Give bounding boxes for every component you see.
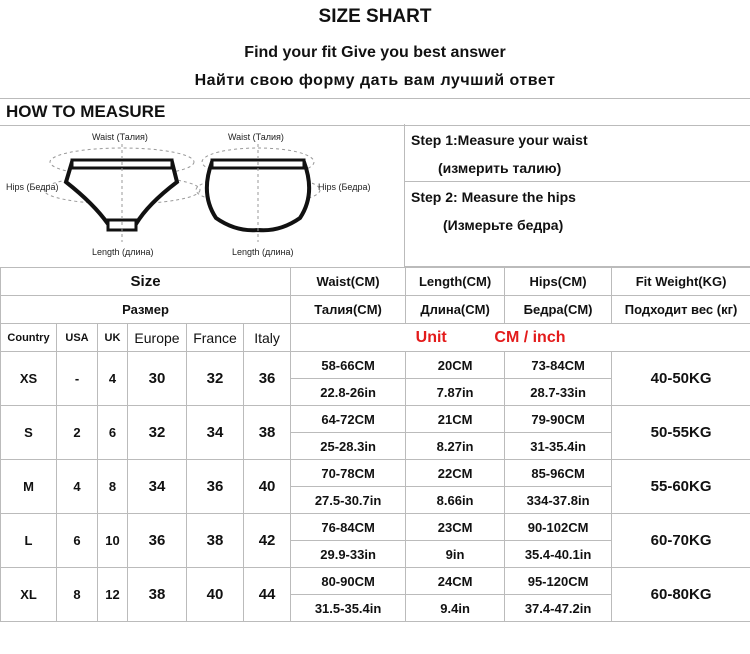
uk-size: 10	[98, 514, 128, 568]
unit-cell	[291, 324, 750, 352]
hips-in: 31-35.4in	[505, 433, 612, 460]
length-cm: 23CM	[406, 514, 505, 541]
italy-size: 42	[244, 514, 291, 568]
europe-size: 32	[128, 406, 187, 460]
step-2: Step 2: Measure the hips	[411, 189, 576, 205]
length-label-front: Length (длина)	[92, 247, 154, 257]
uk-size: 4	[98, 352, 128, 406]
length-in: 8.27in	[406, 433, 505, 460]
uk-header: UK	[98, 324, 128, 352]
waist-cm: 76-84CM	[291, 514, 406, 541]
chart-title: SIZE SHART	[318, 6, 432, 27]
length-label-back: Length (длина)	[232, 247, 294, 257]
measure-steps	[405, 124, 750, 267]
unit-label: Unit	[415, 328, 447, 346]
waist-in: 31.5-35.4in	[291, 595, 406, 622]
size-name: S	[1, 406, 57, 460]
italy-size: 38	[244, 406, 291, 460]
length-cm: 24CM	[406, 568, 505, 595]
france-size: 32	[187, 352, 244, 406]
subtitle-english: Find your fit Give you best answer	[244, 44, 506, 61]
size-label-ru: Размер	[1, 296, 291, 324]
france-header: France	[187, 324, 244, 352]
europe-size: 38	[128, 568, 187, 622]
europe-header: Europe	[128, 324, 187, 352]
europe-size: 34	[128, 460, 187, 514]
fit-weight: 55-60KG	[612, 460, 750, 514]
length-cm: 20CM	[406, 352, 505, 379]
usa-size: 4	[57, 460, 98, 514]
step-1: Step 1:Measure your waist	[411, 132, 588, 148]
uk-size: 8	[98, 460, 128, 514]
table-row	[1, 514, 750, 541]
country-header-row	[1, 324, 750, 352]
col-hips-ru: Бедра(CM)	[505, 296, 612, 324]
table-row	[1, 406, 750, 433]
waist-cm: 58-66CM	[291, 352, 406, 379]
waist-in: 29.9-33in	[291, 541, 406, 568]
brief-back-icon	[196, 144, 320, 242]
size-name: XS	[1, 352, 57, 406]
hips-cm: 90-102CM	[505, 514, 612, 541]
col-length-ru: Длина(CM)	[406, 296, 505, 324]
france-size: 34	[187, 406, 244, 460]
size-table	[0, 267, 750, 622]
uk-size: 6	[98, 406, 128, 460]
header-row-ru	[1, 296, 750, 324]
subtitle-russian: Найти свою форму дать вам лучший ответ	[194, 72, 556, 89]
step-2-ru: (Измерьте бедра)	[443, 217, 564, 233]
waist-cm: 70-78CM	[291, 460, 406, 487]
france-size: 36	[187, 460, 244, 514]
how-to-measure-heading: HOW TO MEASURE	[6, 102, 166, 121]
length-cm: 21CM	[406, 406, 505, 433]
col-waist: Waist(CM)	[291, 268, 406, 296]
length-in: 9in	[406, 541, 505, 568]
measure-illustration	[0, 124, 405, 267]
italy-size: 44	[244, 568, 291, 622]
unit-value: CM / inch	[494, 328, 566, 346]
length-cm: 22CM	[406, 460, 505, 487]
hips-in: 35.4-40.1in	[505, 541, 612, 568]
col-length: Length(CM)	[406, 268, 505, 296]
hips-cm: 73-84CM	[505, 352, 612, 379]
waist-cm: 64-72CM	[291, 406, 406, 433]
usa-size: 8	[57, 568, 98, 622]
fit-weight: 40-50KG	[612, 352, 750, 406]
size-name: L	[1, 514, 57, 568]
europe-size: 30	[128, 352, 187, 406]
table-row	[1, 460, 750, 487]
size-name: M	[1, 460, 57, 514]
usa-header: USA	[57, 324, 98, 352]
usa-size: 2	[57, 406, 98, 460]
col-hips: Hips(CM)	[505, 268, 612, 296]
waist-in: 22.8-26in	[291, 379, 406, 406]
step-1-ru: (измерить талию)	[438, 160, 562, 176]
hips-label-back: Hips (Бедра)	[318, 182, 371, 192]
usa-size: 6	[57, 514, 98, 568]
europe-size: 36	[128, 514, 187, 568]
length-in: 9.4in	[406, 595, 505, 622]
step-divider	[405, 181, 750, 182]
size-label: Size	[1, 268, 291, 296]
waist-in: 25-28.3in	[291, 433, 406, 460]
waist-cm: 80-90CM	[291, 568, 406, 595]
hips-cm: 95-120CM	[505, 568, 612, 595]
how-to-measure-bar	[0, 98, 750, 126]
fit-weight: 60-80KG	[612, 568, 750, 622]
waist-label-back: Waist (Талия)	[228, 132, 284, 142]
uk-size: 12	[98, 568, 128, 622]
waist-label-front: Waist (Талия)	[92, 132, 148, 142]
italy-size: 40	[244, 460, 291, 514]
brief-front-icon	[44, 144, 200, 242]
length-in: 7.87in	[406, 379, 505, 406]
italy-header: Italy	[244, 324, 291, 352]
france-size: 38	[187, 514, 244, 568]
country-header: Country	[1, 324, 57, 352]
waist-in: 27.5-30.7in	[291, 487, 406, 514]
hips-cm: 79-90CM	[505, 406, 612, 433]
table-row	[1, 568, 750, 595]
hips-in: 28.7-33in	[505, 379, 612, 406]
hips-label-front: Hips (Бедра)	[6, 182, 59, 192]
col-weight: Fit Weight(KG)	[612, 268, 750, 296]
header-row-en	[1, 268, 750, 296]
length-in: 8.66in	[406, 487, 505, 514]
fit-weight: 50-55KG	[612, 406, 750, 460]
size-name: XL	[1, 568, 57, 622]
france-size: 40	[187, 568, 244, 622]
italy-size: 36	[244, 352, 291, 406]
fit-weight: 60-70KG	[612, 514, 750, 568]
table-row	[1, 352, 750, 379]
hips-in: 37.4-47.2in	[505, 595, 612, 622]
hips-cm: 85-96CM	[505, 460, 612, 487]
col-waist-ru: Талия(CM)	[291, 296, 406, 324]
usa-size: -	[57, 352, 98, 406]
hips-in: 334-37.8in	[505, 487, 612, 514]
col-weight-ru: Подходит вес (кг)	[612, 296, 750, 324]
